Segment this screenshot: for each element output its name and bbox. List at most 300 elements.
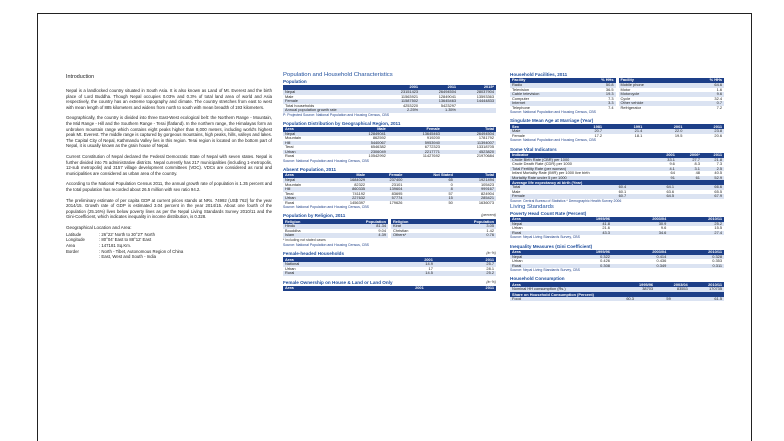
table-cell: 52.9 [702,176,724,181]
table-cell: 28037904 [458,90,496,95]
table-cell: 5423297 [440,102,457,108]
table-cell: 105423 [481,181,494,187]
table-cell: 14.5 [373,271,435,276]
table-cell: 0.322 [556,255,612,260]
table-cell: Male [510,129,564,134]
table-cell: 83695 [391,190,403,196]
table-cell: 179626 [389,199,403,205]
table-cell [567,297,585,302]
unit-note: (in %) [486,279,496,284]
column-header: 2010/11 [668,217,724,222]
column-header: Facility [510,78,579,83]
table-cell: 41.8 [556,222,612,227]
table-cell: Total Fertility Rate (per woman) [510,167,654,172]
table-cell: 3.05 [438,224,496,229]
table-cell: 60.3 [585,297,636,302]
female-ownership-title: Female Ownership on House & Land or Land Only (in %) [283,279,496,285]
table-cell: Other vehicle [619,101,685,106]
table-cell: 14.9 [373,262,435,267]
column-header: 2001 [354,286,425,291]
column-header: Population [438,219,496,224]
table-cell: Motor [620,86,631,92]
table-cell: 25.2 [668,222,724,227]
table-cell: 3.3 [579,101,615,106]
table-cell: 237400 [367,178,404,183]
table-cell: 33.1 [654,158,676,163]
table-cell: 7.2 [716,104,722,110]
table-cell: Urban [512,258,523,264]
table-cell: 2306049 [334,150,388,155]
table-cell: Mobile phone [619,83,685,88]
table-cell: 2.25% [382,108,420,113]
facilities-title: Household Facilities, 2011 [510,72,568,77]
table-cell: 0.353 [712,258,722,264]
table-cell: 48 [695,170,700,176]
table-cell: 13318705 [476,144,494,150]
intro-paragraph: According to the National Population Census 2011, the annual growth rate of population is 1.35 percent and the total population has recorded about 26.5 million with sex ratio 94.2. [66,181,272,192]
table-cell: 12849041 [438,93,457,99]
consumption-table [510,282,724,292]
marriage-table [510,124,724,138]
table-cell: 66.6 [676,185,724,190]
table-cell: 860335 [326,187,367,192]
column-header: Area [283,173,326,178]
table-cell: 61.5 [673,297,724,302]
column-header: % HHs [579,78,615,83]
table-cell: 60.4 [580,185,628,190]
table-cell: 5440067 [334,141,388,146]
population-column [283,72,496,441]
population-table [283,85,496,113]
vital-indicators-title: Some Vital Indicators [510,146,557,152]
table-row [619,106,725,111]
table-cell: Female [283,99,382,104]
table-cell: 27.4 [668,231,724,236]
table-cell: 25.7 [435,262,496,267]
table-cell: 65 [404,178,454,183]
table-cell: 4523820 [442,150,496,155]
table-cell: 21970684 [476,153,494,159]
table-cell: 28.1 [486,265,494,271]
share-consumption-title: Share on Household Consumption (Percent) [510,292,724,297]
table-cell: Hill [283,141,334,146]
column-header: Area [283,286,354,291]
table-cell: Urban [283,196,326,201]
table-cell: Radio [510,83,579,88]
intro-paragraph: Nepal is a landlocked country situated in South Asia. It is also known as Land of Mt. Everest and the birth place of Lord Buddha. Though Nepal occupies 0.03% and 0.3% of total land area of world and Asia respectively, the country has an extreme topography and climate. The country stretches from east to west with mean length of 885 kilometers and widens from north to south with mean breadth of 193 kilometers. [66,88,272,110]
table-cell: Urban [512,225,523,231]
table-cell: 20.6 [714,132,722,138]
table-cell: Terai [285,190,294,196]
poverty-title: Poverty Head Count Rate (Percent) [510,210,587,216]
female-hh-table [283,257,496,276]
table-cell: 7.4 [608,104,614,110]
table-cell: Rural [285,199,295,205]
column-header: Male [334,127,388,132]
table-cell: 13593363 [476,93,494,99]
female-ownership-table [283,286,496,291]
geo-row: Latitude : 26°22' North to 30°27' North [66,231,155,237]
table-cell: Telephone [512,104,530,110]
facilities-table-right [619,78,725,110]
table-cell: 50 [448,199,453,205]
table-cell: Computer [512,95,530,101]
column-header: 1995/96 [620,282,655,287]
table-cell: 0.311 [668,264,724,269]
column-header: Area [510,250,556,255]
source-note: Source: Central Bureau of Statistics * Demographic Health Survey 2006 [510,198,622,203]
table-row [510,297,724,302]
intro-title: Introduction [66,74,95,80]
table-cell: Mountain [285,135,302,141]
facilities-table-left [510,78,616,110]
absent-population-title: Absent Population, 2011 [283,167,337,173]
religion-table-right [391,219,496,238]
table-cell: 11394007 [442,141,496,146]
table-cell: 26494504 [442,132,496,137]
table-cell: 5953940 [388,141,442,146]
consumption-title: Household Consumption [510,276,565,282]
table-cell: 11587502 [382,99,420,104]
table-cell: Cycle [620,95,631,101]
religion-tables [283,219,496,238]
table-cell: Rural [510,231,556,236]
column-header: % HHs [685,78,724,83]
facilities-tables [510,78,724,110]
column-header: Not Stated [404,173,454,178]
table-cell: Total [510,185,580,190]
column-header: 2015* [458,85,496,90]
source-note: Source: National Population and Housing Census, CBS [510,110,596,114]
table-cell: 11427692 [422,153,440,159]
table-cell: 64.5 [628,194,676,199]
table-cell: 20.7 [564,129,604,134]
table-cell: 0.328 [668,255,724,260]
table-cell: Mortality Rate under 5 per 1000 [510,176,654,181]
column-header: 2011 [420,85,458,90]
table-cell: Nepal [510,222,556,227]
column-header: 2011 [702,153,724,158]
table-cell: 3.1 [677,167,702,172]
table-cell: Terai [285,144,294,150]
table-cell: 1781792 [478,135,494,141]
table-cell: 227632 [326,196,367,201]
column-header: Area [283,257,373,262]
table-cell: 0.7 [685,101,724,106]
table-row [391,233,496,238]
table-cell: 0.349 [612,264,668,269]
table-cell: 17.2 [594,132,603,138]
column-header: 2010/11 [668,250,724,255]
column-header: 2011 [426,286,496,291]
column-header: 1981 [564,124,604,129]
table-cell: Television [512,86,530,92]
column-header: Religion [283,219,330,224]
table-cell: 0.308 [556,264,612,269]
table-header-row [283,286,496,291]
table-cell: 1684029 [326,178,367,183]
table-cell: 7.3 [716,161,722,167]
column-header: 2001 [654,153,676,158]
unit-note: (in %) [486,251,496,256]
table-cell: Crude Death Rate (CDR) per 1000 [512,161,572,167]
column-header: 2010/11 [690,282,724,287]
table-cell: 17 [428,265,433,271]
religion-table-left [283,219,388,238]
table-cell: Urban [285,265,296,271]
column-header: Area [510,217,556,222]
poverty-table [510,217,724,236]
table-cell: 40.5 [714,170,722,176]
table-cell: Mountain [285,181,302,187]
table-cell: 9.6 [685,92,724,97]
column-header: 2003/04 [612,250,668,255]
table-cell: 285421 [455,196,496,201]
table-cell: Christian [393,227,409,233]
table-cell: 1.6 [716,86,722,92]
column-header: Female [367,173,404,178]
table-cell: Bouddha [285,227,301,233]
table-cell: 81.34 [330,224,388,229]
table-cell: 91 [654,176,676,181]
table-cell: 0.76 [438,233,496,238]
intro-column [66,74,272,441]
gini-title: Inequality Measures (Gini Coefficient) [510,243,593,249]
religion-footnote: * Including not stated cases [283,237,326,242]
table-cell: 57774 [367,196,404,201]
table-cell: Motorcycle [619,92,685,97]
table-cell: 7.3 [608,95,614,101]
table-cell: 82322 [354,181,366,187]
table-cell: 919200 [426,135,440,141]
table-cell: Female [512,132,525,138]
table-cell: 1456397 [349,199,366,205]
column-header: Female [388,127,442,132]
table-cell: 1.35% [420,108,458,113]
table-cell: 38703 [620,287,655,292]
table-cell: Hill [283,187,326,192]
column-header: Total [442,127,496,132]
table-cell: 50.8 [579,83,615,88]
table-cell: National [283,262,373,267]
table-cell: 999167 [455,187,496,192]
geo-row: Border : North - Tibet, Autonomous Region of China [66,248,184,254]
life-expectancy-table [510,185,724,199]
facilities-column [510,72,724,441]
table-cell: 824904 [481,190,494,196]
column-header: 1991 [604,124,644,129]
table-cell: 63.6 [666,188,675,194]
column-header: Area [283,127,334,132]
marriage-title: Singulate Mean Age at Marriage (Year) [510,118,594,124]
column-header: 1995/96 [556,250,612,255]
table-cell: 59 [636,297,673,302]
table-cell: 27.7 [677,158,702,163]
table-cell: 12849041 [334,132,388,137]
table-cell: 32.4 [714,95,722,101]
living-standards-title: Living Standards [510,203,554,210]
table-cell: Crude Birth Rate (CBR) per 1000 [510,158,654,163]
table-cell: 19.3 [579,92,615,97]
table-cell: 741192 [352,190,366,196]
table-cell: 2217771 [388,150,442,155]
table-cell: 8.3 [694,161,700,167]
table-cell: 15.5 [714,225,722,231]
vital-indicators-table [510,153,724,181]
table-cell: 34.6 [612,231,668,236]
table-cell: 2.5 [702,167,724,172]
table-cell: Nepal [283,178,326,183]
table-cell: 23.8 [684,129,724,134]
table-cell: Kirat [391,224,438,229]
table-cell: 19.5 [674,132,683,138]
table-cell: 64.6 [685,83,724,88]
geo-distribution-table [283,127,496,159]
table-cell: 11563921 [401,93,419,99]
table-cell: 6772323 [424,144,440,150]
table-cell: Male [512,188,521,194]
table-cell: 0.426 [600,258,610,264]
table-row [283,271,496,276]
table-cell: Total households [285,102,315,108]
geo-row: : East, West and South - India [99,254,157,260]
female-hh-title: Female-headed Households (in %) [283,251,496,257]
table-cell: Islam [283,233,330,238]
table-cell: 862592 [372,135,386,141]
column-header: Sex [510,124,564,129]
source-note: Source: National Population and Housing Census, CBS [283,243,369,248]
table-cell: Cable television [510,92,579,97]
source-note: Source: National Population and Housing Census, CBS [283,205,369,210]
intro-paragraph: Geographically, the country is divided into three East-West ecological belt: the Northern Range - Mountain, the Mid Range - Hill and the Southern Range - Terai (flatland). In the northern range, the Himalayas form an unbroken mountain range which contains eight peaks higher than 8,000 meters, including world's highest peak Mt. Everest. The middle range is captured by gorgeous mountains, high peaks, hills, valleys and lakes. The Capital City of Nepal, Kathmandu Valley lies in this region. Terai region is located on the bottom part of Nepal, it is usually known as the grain house of Nepal. [66,115,272,149]
table-cell: 0.414 [612,255,668,260]
table-cell: Nepal [283,132,334,137]
table-cell: 21.8 [702,158,724,163]
table-cell: Nepal [510,255,556,260]
table-cell: 4.39 [330,233,388,238]
table-cell: Female [510,194,580,199]
table-cell: 43.3 [556,231,612,236]
table-cell: 9.04 [378,227,386,233]
column-header: 2003/04 [612,217,668,222]
table-cell: 60.7 [580,194,628,199]
column-header: 2003/04 [655,282,690,287]
unit-note: (percent) [481,213,496,218]
table-cell: 139604 [367,187,404,192]
column-header: Male [326,173,367,178]
geo-row: Area : 147181 Sq.Km. [66,243,132,249]
table-cell: 64.1 [628,185,676,190]
table-cell: 6546382 [370,144,386,150]
column-header: 2001 [373,257,435,262]
table-cell: 170735 [690,287,724,292]
table-cell: 14444833 [458,99,496,104]
table-cell: Infant Mortality Rate (IMR) per 1000 live birth [512,170,590,176]
column-header: Facility [619,78,685,83]
table-cell: 13645463 [420,99,458,104]
table-cell: 21.4 [604,129,644,134]
table-cell: Nominal HH consumption (Rs.) [510,287,620,292]
table-cell: 4.1 [654,167,676,172]
religion-title: Population by Religion, 2011 (percent) [283,213,496,219]
table-cell: 9.6 [669,161,675,167]
intro-paragraph: Current Constitution of Nepal declared the Federal Democratic State of Nepal with seven states. Nepal is further divided into 75 administrative districts. Nepal currently has 217 municipalities (including 1-metropolis, 12-sub metropolis) and 3157 village development committees (VDC). VDCs are considered as rural and municipalities are considered as urban area of the country. [66,153,272,176]
table-cell: 25.2 [435,271,496,276]
absent-population-table [283,173,496,205]
table-cell: Rural [283,271,373,276]
table-cell: 18.1 [634,132,643,138]
geo-distribution-title: Population Distribution by Geographical Region, 2011 [283,120,401,126]
table-cell: 60.1 [618,188,627,194]
table-cell: 23101 [391,181,403,187]
table-cell: 10542992 [368,153,386,159]
table-cell: Male [285,93,294,99]
table-cell: 61 [677,176,702,181]
column-header: 2001 [644,124,684,129]
table-cell: 22.0 [644,129,684,134]
column-header: Total [455,173,496,178]
source-note: Source: Nepal Living Standards Survey, CBS [510,235,580,240]
column-header: 2011 [435,257,496,262]
source-note: Source: National Population and Housing Census, CBS [283,158,369,163]
geo-row: Longitude : 80°04' East to 88°12' East [66,237,152,243]
column-header: Indicator [510,153,654,158]
gini-table [510,250,724,269]
column-header: 2011 [684,124,724,129]
table-cell: Nepal [283,90,382,95]
table-cell: Rural [285,153,295,159]
column-header: 1995/96 [556,217,612,222]
population-subtitle: Population [283,79,307,84]
table-cell: Urban [283,150,334,155]
geo-location-title: Geographical Location and Area: [66,224,132,230]
population-section-title: Population and Household Characteristics [283,72,393,78]
column-header: Population [330,219,388,224]
source-note: P: Projected Source: National Population and Housing Census, CBS [283,112,390,117]
table-cell: Refrigerator [620,104,642,110]
table-cell: 1.42 [486,227,494,233]
life-expectancy-title: Average life expectancy at birth (Year) [510,180,724,185]
table-cell: 0.436 [656,258,667,264]
table-cell: 64 [670,170,675,176]
table-cell: 0 [450,181,453,187]
column-header: 2001 [382,85,420,90]
table-cell: Food [510,297,567,302]
document-page [37,13,752,441]
column-header: 2006* [677,153,702,158]
table-cell: Internet [510,101,579,106]
table-cell: 9.6 [660,225,667,231]
column-header: Religion [391,219,438,224]
table-cell: 21.6 [602,225,610,231]
share-consumption-table [510,297,724,302]
table-cell: 13645463 [388,132,442,137]
table-cell: Rural [510,264,556,269]
table-cell: 23151423 [382,90,420,95]
table-cell: 1921494 [455,178,496,183]
table-cell: 65.5 [714,188,722,194]
table-cell: 30.9 [612,222,668,227]
table-cell: Others* [391,233,438,238]
table-cell: 36.5 [605,86,614,92]
table-cell: Annual population growth rate [283,108,382,113]
table-cell: 8 [404,187,454,192]
table-cell: 4253220 [402,102,419,108]
table-cell: 83553 [655,287,690,292]
source-note: Source: National Population and Housing Census, CBS [510,138,596,143]
table-cell: Hindu [283,224,330,229]
table-cell: 15 [404,196,454,201]
